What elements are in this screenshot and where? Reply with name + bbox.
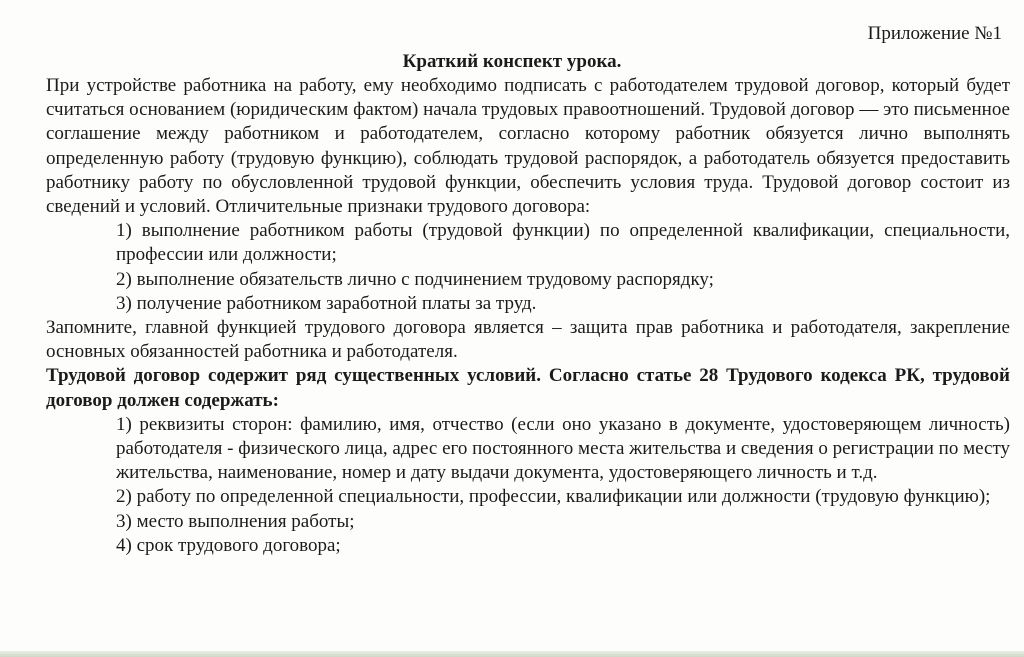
document-title: Краткий конспект урока. [402, 51, 622, 72]
document-body [46, 74, 1010, 558]
remember-paragraph: Запомните, главной функцией трудового договора является – защита прав работника и работодателя, закрепление основных обязанностей работника и работодателя. [46, 317, 1010, 363]
conditions-heading: Трудовой договор содержит ряд существенных условий. Согласно статье 28 Трудового кодекса РК, трудовой договор должен содержать: [46, 365, 1010, 411]
condition-item-4: 4) срок трудового договора; [116, 534, 341, 556]
condition-item-3: 3) место выполнения работы; [116, 510, 355, 532]
condition-item-2: 2) работу по определенной специальности, профессии, квалификации или должности (трудовую функцию); [116, 486, 991, 508]
page-bottom-edge [0, 651, 1024, 657]
feature-item-1: 1) выполнение работником работы (трудовой функции) по определенной квалификации, специальности, профессии или должности; [116, 220, 1010, 266]
appendix-label: Приложение №1 [867, 23, 1002, 44]
condition-item-1: 1) реквизиты сторон: фамилию, имя, отчество (если оно указано в документе, удостоверяющем личность) работодателя - физического лица, адрес его постоянного места жительства и сведения о регистрации по месту жительства, наименование, номер и дату выдачи документа, удостоверяющего личность и т.д. [116, 413, 1010, 484]
feature-item-2: 2) выполнение обязательств лично с подчинением трудовому распорядку; [116, 268, 714, 290]
intro-paragraph: При устройстве работника на работу, ему необходимо подписать с работодателем трудовой договор, который будет считаться основанием (юридическим фактом) начала трудовых правоотношений. Трудовой договор — это письменное соглашение между работником и работодателем, согласно которому работник обязуется лично выполнять определенную работу (трудовую функцию), соблюдать трудовой распорядок, а работодатель обязуется предоставить работнику работу по обусловленной трудовой функции, обеспечить условия труда. Трудовой договор состоит из сведений и условий. Отличительные признаки трудового договора: [46, 75, 1010, 218]
feature-item-3: 3) получение работником заработной платы за труд. [116, 292, 537, 314]
